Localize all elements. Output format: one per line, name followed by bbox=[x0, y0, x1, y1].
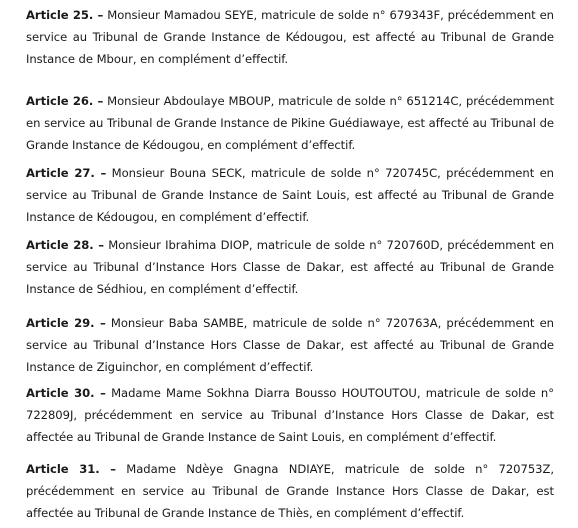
article-29 bbox=[26, 312, 554, 378]
article-title: Article 28. – bbox=[26, 238, 104, 252]
article-text: Monsieur Baba SAMBE, matricule de solde n° 720763A, précédemment en service au Tribunal d’Instance Hors Classe de Dakar, est affecté au Tribunal de Grande Instance de Ziguinchor, en complément d’effectif. bbox=[26, 316, 554, 374]
article-title: Article 25. – bbox=[26, 8, 104, 22]
article-title: Article 30. – bbox=[26, 386, 106, 400]
article-title: Article 29. – bbox=[26, 316, 106, 330]
article-title: Article 27. – bbox=[26, 166, 107, 180]
article-text: Madame Mame Sokhna Diarra Bousso HOUTOUTOU, matricule de solde n° 722809J, précédemment en service au Tribunal d’Instance Hors Classe de Dakar, est affectée au Tribunal de Grande Instance de Saint Louis, en complément d’effectif. bbox=[26, 386, 554, 444]
article-text: Madame Ndèye Gnagna NDIAYE, matricule de solde n° 720753Z, précédemment en service au Tribunal de Grande Instance Hors Classe de Dakar, est affectée au Tribunal de Grande Instance de Thiès, en complément d’effectif. bbox=[26, 462, 554, 520]
article-25 bbox=[26, 4, 554, 70]
article-28 bbox=[26, 234, 554, 300]
article-text: Monsieur Abdoulaye MBOUP, matricule de solde n° 651214C, précédemment en service au Tribunal de Grande Instance de Pikine Guédiawaye, est affecté au Tribunal de Grande Instance de Kédougou, en complément d’effectif. bbox=[26, 94, 554, 152]
article-26 bbox=[26, 90, 554, 156]
article-text: Monsieur Bouna SECK, matricule de solde n° 720745C, précédemment en service au Tribunal de Grande Instance de Saint Louis, est affecté au Tribunal de Grande Instance de Kédougou, en complément d’effectif. bbox=[26, 166, 554, 224]
article-title: Article 31. – bbox=[26, 462, 116, 476]
article-text: Monsieur Mamadou SEYE, matricule de solde n° 679343F, précédemment en service au Tribunal de Grande Instance de Kédougou, est affecté au Tribunal de Grande Instance de Mbour, en complément d’effectif. bbox=[26, 8, 554, 66]
article-text: Monsieur Ibrahima DIOP, matricule de solde n° 720760D, précédemment en service au Tribunal d’Instance Hors Classe de Dakar, est affecté au Tribunal de Grande Instance de Sédhiou, en complément d’effectif. bbox=[26, 238, 554, 296]
article-27 bbox=[26, 162, 554, 228]
article-title: Article 26. – bbox=[26, 94, 104, 108]
article-31 bbox=[26, 458, 554, 524]
article-30 bbox=[26, 382, 554, 448]
